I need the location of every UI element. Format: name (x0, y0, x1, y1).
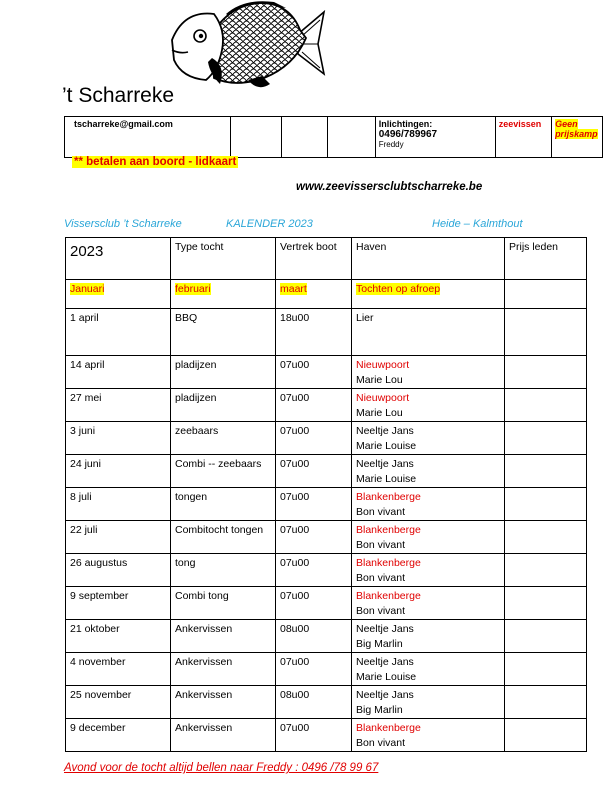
row-harbor-cell (352, 587, 505, 620)
table-row (66, 309, 587, 356)
contact-name: Freddy (378, 140, 404, 149)
row-type-cell (171, 422, 276, 455)
contact-email[interactable]: tscharreke@gmail.com (74, 119, 173, 129)
row-type: Combitocht tongen (175, 524, 264, 536)
table-row (66, 620, 587, 653)
row-time-cell (276, 422, 352, 455)
row-price-cell (505, 309, 587, 356)
row-time-cell (276, 620, 352, 653)
table-row (66, 653, 587, 686)
row-price-cell (505, 422, 587, 455)
row-boat: Bon vivant (356, 539, 406, 551)
row-type: BBQ (175, 312, 198, 324)
row-harbor-cell (352, 309, 505, 356)
row-harbor: Nieuwpoort (356, 392, 410, 404)
row-type-cell (171, 488, 276, 521)
row-type-cell (171, 653, 276, 686)
row-boat: Marie Louise (356, 473, 417, 485)
table-row (66, 719, 587, 752)
price-header: Prijs leden (505, 238, 587, 280)
row-price-cell (505, 356, 587, 389)
row-type-cell (171, 686, 276, 719)
calendar-label: KALENDER 2023 (226, 218, 313, 230)
row-boat: Marie Louise (356, 440, 417, 452)
row-harbor: Neeltje Jans (356, 689, 414, 701)
row-time-cell (276, 653, 352, 686)
row-date-cell (66, 422, 171, 455)
table-row (66, 521, 587, 554)
row-time-cell (276, 356, 352, 389)
row-boat: Bon vivant (356, 737, 406, 749)
row-time: 07u00 (280, 590, 310, 602)
row-harbor: Nieuwpoort (356, 359, 410, 371)
row-date: 9 december (70, 722, 126, 734)
header-row (66, 238, 587, 280)
row-harbor: Blankenberge (356, 590, 421, 602)
row-date-cell (66, 521, 171, 554)
row-type: Ankervissen (175, 623, 233, 635)
row-time-cell (276, 587, 352, 620)
row-time: 07u00 (280, 425, 310, 437)
row-harbor: Neeltje Jans (356, 425, 414, 437)
row-harbor-cell (352, 422, 505, 455)
club-label: Vissersclub ’t Scharreke (64, 218, 182, 230)
row-price-cell (505, 686, 587, 719)
row-type: tongen (175, 491, 208, 503)
row-date-cell (66, 389, 171, 422)
row-harbor-cell (352, 620, 505, 653)
row-time: 07u00 (280, 491, 310, 503)
contact-email-cell (65, 117, 231, 158)
contact-info-label: Inlichtingen: (378, 119, 433, 129)
row-time: 18u00 (280, 312, 310, 324)
month-mar: maart (280, 283, 307, 295)
row-date: 25 november (70, 689, 132, 701)
row-harbor-cell (352, 686, 505, 719)
row-date-cell (66, 309, 171, 356)
row-time: 07u00 (280, 656, 310, 668)
row-time: 08u00 (280, 623, 310, 635)
row-type-cell (171, 309, 276, 356)
row-boat: Bon vivant (356, 506, 406, 518)
row-boat: Big Marlin (356, 638, 403, 650)
row-time: 07u00 (280, 392, 310, 404)
row-harbor: Blankenberge (356, 524, 421, 536)
table-row (66, 686, 587, 719)
row-type: Ankervissen (175, 689, 233, 701)
contact-empty-3 (328, 117, 375, 158)
row-time-cell (276, 309, 352, 356)
row-harbor: Neeltje Jans (356, 656, 414, 668)
row-type-cell (171, 620, 276, 653)
fish-logo (166, 0, 326, 92)
row-type: pladijzen (175, 392, 217, 404)
row-type-cell (171, 455, 276, 488)
row-harbor: Blankenberge (356, 491, 421, 503)
row-type-cell (171, 521, 276, 554)
row-boat: Big Marlin (356, 704, 403, 716)
row-type-cell (171, 719, 276, 752)
row-date: 9 september (70, 590, 129, 602)
row-boat: Marie Lou (356, 374, 403, 386)
contact-empty-1 (231, 117, 282, 158)
row-time-cell (276, 686, 352, 719)
row-type-cell (171, 389, 276, 422)
row-type: Ankervissen (175, 722, 233, 734)
calendar-table (65, 237, 587, 752)
row-date-cell (66, 587, 171, 620)
row-harbor-cell (352, 356, 505, 389)
months-price (505, 280, 587, 309)
row-time: 07u00 (280, 557, 310, 569)
contact-contest: Geen prijskamp (555, 119, 598, 139)
row-harbor-cell (352, 521, 505, 554)
row-time-cell (276, 389, 352, 422)
row-time: 07u00 (280, 458, 310, 470)
row-time-cell (276, 554, 352, 587)
row-boat: Marie Louise (356, 671, 417, 683)
month-feb: februari (175, 283, 211, 295)
row-date: 14 april (70, 359, 105, 371)
row-time: 08u00 (280, 689, 310, 701)
row-price-cell (505, 719, 587, 752)
row-date-cell (66, 554, 171, 587)
website-link[interactable]: www.zeevissersclubtscharreke.be (296, 181, 483, 193)
row-date: 21 oktober (70, 623, 120, 635)
row-date: 22 juli (70, 524, 98, 536)
contact-info-cell (375, 117, 495, 158)
row-harbor: Lier (356, 312, 374, 324)
row-time-cell (276, 719, 352, 752)
row-date: 24 juni (70, 458, 101, 470)
org-name: ’t Scharreke (62, 84, 175, 107)
row-date: 8 juli (70, 491, 92, 503)
row-harbor-cell (352, 389, 505, 422)
row-harbor: Neeltje Jans (356, 623, 414, 635)
row-price-cell (505, 455, 587, 488)
row-price-cell (505, 488, 587, 521)
contact-type: zeevissen (498, 119, 542, 129)
months-row (66, 280, 587, 309)
payment-note: ** betalen aan boord - lidkaart (74, 156, 237, 168)
row-type: zeebaars (175, 425, 219, 437)
type-header: Type tocht (171, 238, 276, 280)
location-label: Heide – Kalmthout (432, 218, 523, 230)
row-date-cell (66, 620, 171, 653)
row-harbor: Neeltje Jans (356, 458, 414, 470)
row-price-cell (505, 620, 587, 653)
contact-contest-cell (552, 117, 603, 158)
row-harbor-cell (352, 488, 505, 521)
month-jan: Januari (70, 283, 105, 295)
row-price-cell (505, 554, 587, 587)
row-harbor-cell (352, 455, 505, 488)
row-time: 07u00 (280, 722, 310, 734)
row-type: tong (175, 557, 196, 569)
row-date-cell (66, 356, 171, 389)
row-price-cell (505, 587, 587, 620)
row-time-cell (276, 455, 352, 488)
row-date-cell (66, 488, 171, 521)
table-row (66, 587, 587, 620)
table-row (66, 422, 587, 455)
row-boat: Bon vivant (356, 605, 406, 617)
table-row (66, 455, 587, 488)
row-type: Combi -- zeebaars (175, 458, 262, 470)
year-header: 2023 (66, 238, 171, 280)
row-type-cell (171, 587, 276, 620)
row-date: 3 juni (70, 425, 96, 437)
row-harbor-cell (352, 719, 505, 752)
table-row (66, 356, 587, 389)
row-type: pladijzen (175, 359, 217, 371)
row-date-cell (66, 455, 171, 488)
contact-empty-2 (282, 117, 328, 158)
row-date: 1 april (70, 312, 99, 324)
row-time-cell (276, 488, 352, 521)
row-type: Ankervissen (175, 656, 233, 668)
table-row (66, 488, 587, 521)
row-date: 4 november (70, 656, 126, 668)
row-date: 27 mei (70, 392, 102, 404)
row-date: 26 augustus (70, 557, 128, 569)
row-date-cell (66, 686, 171, 719)
row-harbor: Blankenberge (356, 557, 421, 569)
footer-note: Avond voor de tocht altijd bellen naar Freddy : 0496 /78 99 67 (64, 762, 379, 774)
row-price-cell (505, 521, 587, 554)
row-date-cell (66, 653, 171, 686)
months-note: Tochten op afroep (356, 283, 441, 295)
row-type-cell (171, 356, 276, 389)
row-harbor-cell (352, 554, 505, 587)
row-time: 07u00 (280, 359, 310, 371)
departure-header: Vertrek boot (276, 238, 352, 280)
harbor-header: Haven (352, 238, 505, 280)
row-time-cell (276, 521, 352, 554)
table-row (66, 389, 587, 422)
contact-table (64, 116, 603, 158)
row-price-cell (505, 653, 587, 686)
row-date-cell (66, 719, 171, 752)
row-time: 07u00 (280, 524, 310, 536)
contact-phone: 0496/789967 (378, 129, 438, 140)
row-price-cell (505, 389, 587, 422)
row-harbor: Blankenberge (356, 722, 421, 734)
row-harbor-cell (352, 653, 505, 686)
row-boat: Bon vivant (356, 572, 406, 584)
row-type-cell (171, 554, 276, 587)
row-boat: Marie Lou (356, 407, 403, 419)
table-row (66, 554, 587, 587)
row-type: Combi tong (175, 590, 229, 602)
contact-type-cell (495, 117, 551, 158)
